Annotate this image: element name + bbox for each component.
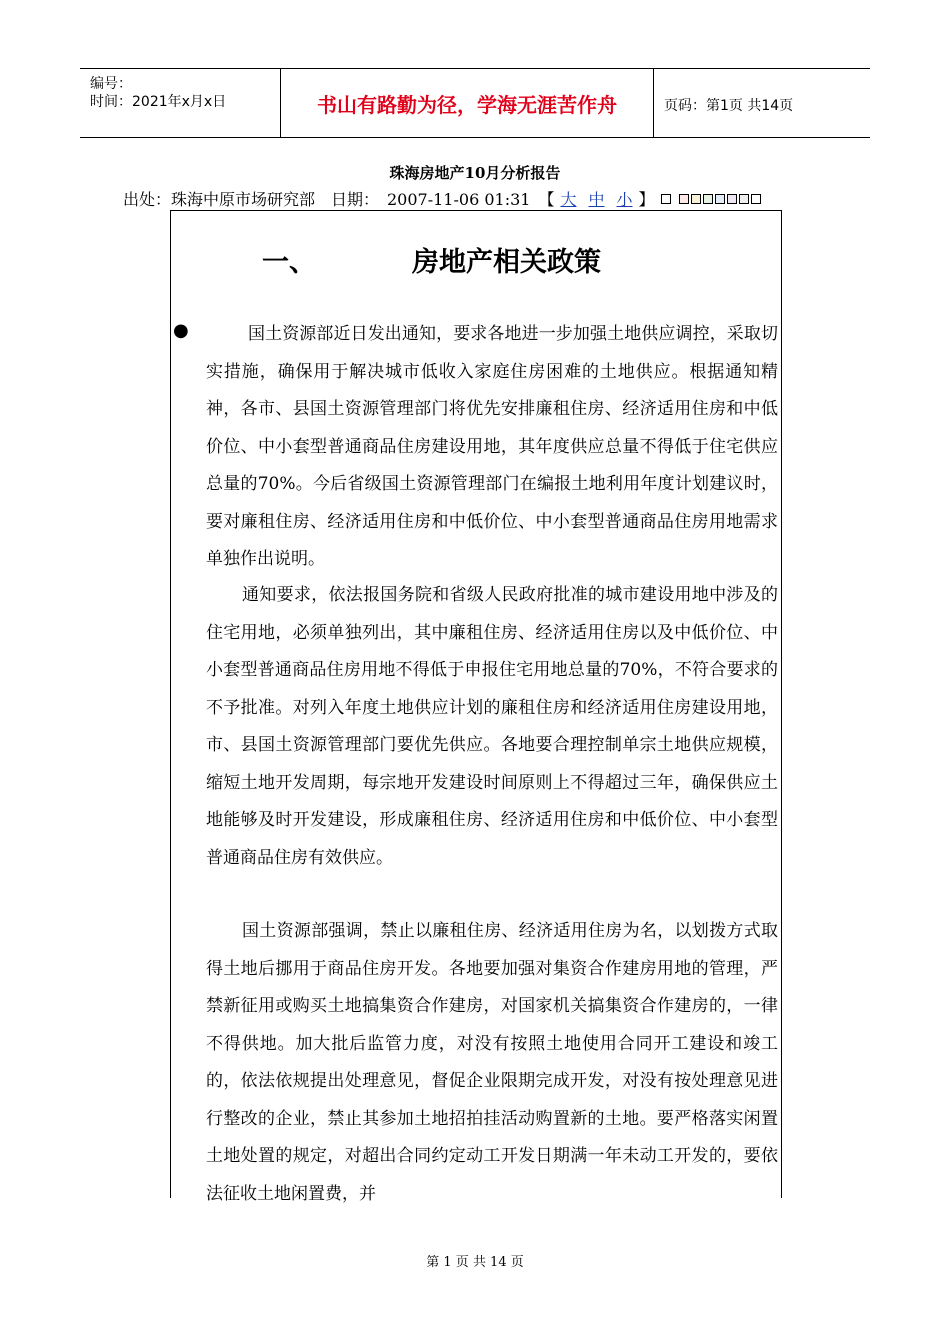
page-footer: 第 1 页 共 14 页 bbox=[426, 1255, 524, 1270]
header-meta bbox=[80, 69, 281, 137]
bg-color-swatch-icon[interactable] bbox=[679, 194, 689, 204]
bg-color-swatch-icon[interactable] bbox=[727, 194, 737, 204]
bg-color-swatch-icon[interactable] bbox=[691, 194, 701, 204]
paragraph: 国土资源部近日发出通知，要求各地进一步加强土地供应调控，采取切实措施，确保用于解决城市低收入家庭住房困难的土地供应。根据通知精神，各市、县国土资源管理部门将优先安排廉租住房、经济适用住房和中低价位、中小套型普通商品住房建设用地，其年度供应总量不得低于住宅供应总量的70%。今后省级国土资源管理部门在编报土地利用年度计划建议时，要对廉租住房、经济适用住房和中低价位、中小套型普通商品住房用地需求单独作出说明。 bbox=[206, 324, 778, 569]
section-number: 一、 bbox=[262, 247, 316, 278]
document-header bbox=[80, 68, 870, 138]
font-size-large-link[interactable]: 大 bbox=[560, 190, 577, 209]
bg-color-swatch-icon[interactable] bbox=[703, 194, 713, 204]
paragraph: 通知要求，依法报国务院和省级人民政府批准的城市建设用地中涉及的住宅用地，必须单独列出，其中廉租住房、经济适用住房以及中低价位、中小套型普通商品住房用地不得低于申报住宅用地总量的70%，不符合要求的不予批准。对列入年度土地供应计划的廉租住房和经济适用住房建设用地，市、县国土资源管理部门要优先供应。各地要合理控制单宗土地供应规模，缩短土地开发周期，每宗地开发建设时间原则上不得超过三年，确保供应土地能够及时开发建设，形成廉租住房、经济适用住房和中低价位、中小套型普通商品住房有效供应。 bbox=[206, 585, 778, 868]
bg-color-swatch-icon[interactable] bbox=[739, 194, 749, 204]
time-label: 时间：2021年x月x日 bbox=[90, 94, 227, 110]
font-size-small-link[interactable]: 小 bbox=[616, 190, 633, 209]
header-motto bbox=[281, 69, 654, 137]
source-text: 出处：珠海中原市场研究部 日期： 2007-11-06 01:31 【 bbox=[123, 190, 555, 209]
bullet-icon: ● bbox=[173, 320, 189, 341]
motto-text: 书山有路勤为径，学海无涯苦作舟 bbox=[317, 92, 617, 117]
bg-color-swatch-icon[interactable] bbox=[715, 194, 725, 204]
bg-color-swatch-icon[interactable] bbox=[751, 194, 761, 204]
number-label: 编号： bbox=[90, 76, 132, 92]
source-line bbox=[123, 187, 761, 210]
document-title: 珠海房地产10月分析报告 bbox=[389, 164, 561, 182]
color-toggle-icon[interactable] bbox=[661, 194, 671, 204]
paragraph: 国土资源部强调，禁止以廉租住房、经济适用住房为名，以划拨方式取得土地后挪用于商品住房开发。各地要加强对集资合作建房用地的管理，严禁新征用或购买土地搞集资合作建房，对国家机关搞集资合作建房的，一律不得供地。加大批后监管力度，对没有按照土地使用合同开工建设和竣工的，依法依规提出处理意见，督促企业限期完成开发，对没有按处理意见进行整改的企业，禁止其参加土地招拍挂活动购置新的土地。要严格落实闲置土地处置的规定，对超出合同约定动工开发日期满一年未动工开发的，要依法征收土地闲置费，并 bbox=[206, 921, 778, 1204]
source-close-bracket: 】 bbox=[638, 190, 655, 209]
page-info: 页码：第1页 共14页 bbox=[664, 98, 794, 114]
section-heading: 房地产相关政策 bbox=[412, 247, 601, 278]
font-size-medium-link[interactable]: 中 bbox=[588, 190, 605, 209]
